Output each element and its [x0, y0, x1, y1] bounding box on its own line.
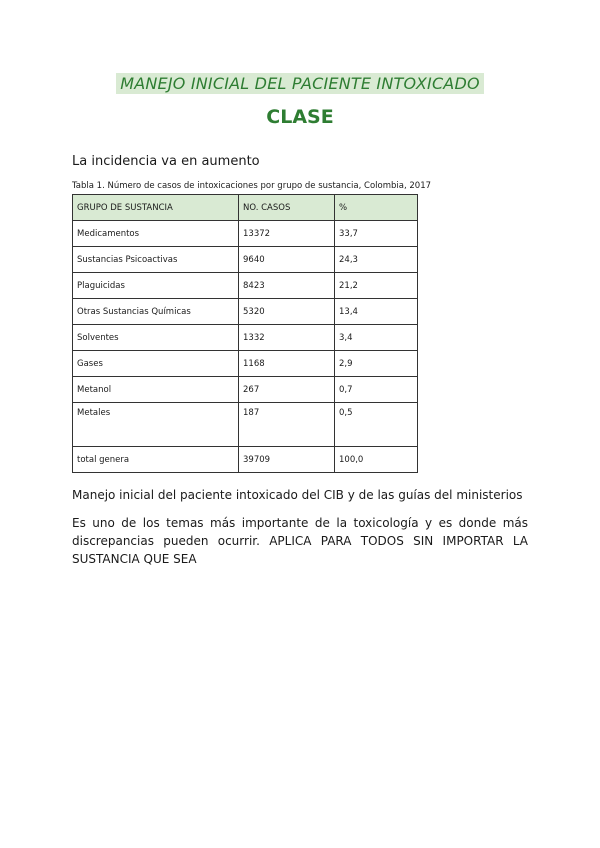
cell-percent: 0,5 [335, 403, 418, 447]
table-caption: Tabla 1. Número de casos de intoxicaciones por grupo de sustancia, Colombia, 2017 [72, 181, 432, 191]
cell-percent: 21,2 [335, 273, 418, 299]
cell-percent: 13,4 [335, 299, 418, 325]
cell-substance: Metanol [73, 377, 239, 403]
cell-substance: Gases [73, 351, 239, 377]
cell-substance: Sustancias Psicoactivas [73, 247, 239, 273]
header-substance-group: GRUPO DE SUSTANCIA [73, 195, 239, 221]
table-row [73, 273, 418, 299]
section-heading: Manejo inicial del paciente intoxicado del CIB y de las guías del ministerios [72, 488, 523, 502]
table-total-row [73, 447, 418, 473]
table-row [73, 325, 418, 351]
cell-percent: 33,7 [335, 221, 418, 247]
table-row [73, 377, 418, 403]
cell-cases: 13372 [239, 221, 335, 247]
document-title: MANEJO INICIAL DEL PACIENTE INTOXICADO [116, 73, 484, 94]
cell-substance: total genera [73, 447, 239, 473]
header-percent: % [335, 195, 418, 221]
table-row [73, 403, 418, 447]
table-row [73, 221, 418, 247]
cell-cases: 1168 [239, 351, 335, 377]
intro-text: La incidencia va en aumento [72, 154, 260, 169]
cell-percent: 24,3 [335, 247, 418, 273]
cases-table [72, 194, 418, 473]
cell-percent: 2,9 [335, 351, 418, 377]
cell-substance: Otras Sustancias Químicas [73, 299, 239, 325]
document-subtitle: CLASE [266, 106, 334, 128]
cell-percent: 100,0 [335, 447, 418, 473]
cell-cases: 5320 [239, 299, 335, 325]
table-row [73, 247, 418, 273]
table-header-row [73, 195, 418, 221]
cell-cases: 8423 [239, 273, 335, 299]
cell-cases: 267 [239, 377, 335, 403]
cell-percent: 0,7 [335, 377, 418, 403]
cell-substance: Plaguicidas [73, 273, 239, 299]
table-row [73, 351, 418, 377]
cell-substance: Solventes [73, 325, 239, 351]
cell-cases: 39709 [239, 447, 335, 473]
body-paragraph: Es uno de los temas más importante de la toxicología y es donde más discrepancias pueden ocurrir. APLICA PARA TODOS SIN IMPORTAR LA SUSTANCIA QUE SEA [72, 516, 528, 566]
cell-cases: 1332 [239, 325, 335, 351]
cell-cases: 187 [239, 403, 335, 447]
table-row [73, 299, 418, 325]
header-case-count: NO. CASOS [239, 195, 335, 221]
cell-percent: 3,4 [335, 325, 418, 351]
cell-cases: 9640 [239, 247, 335, 273]
title-container [0, 73, 600, 94]
cell-substance: Metales [73, 403, 239, 447]
cell-substance: Medicamentos [73, 221, 239, 247]
